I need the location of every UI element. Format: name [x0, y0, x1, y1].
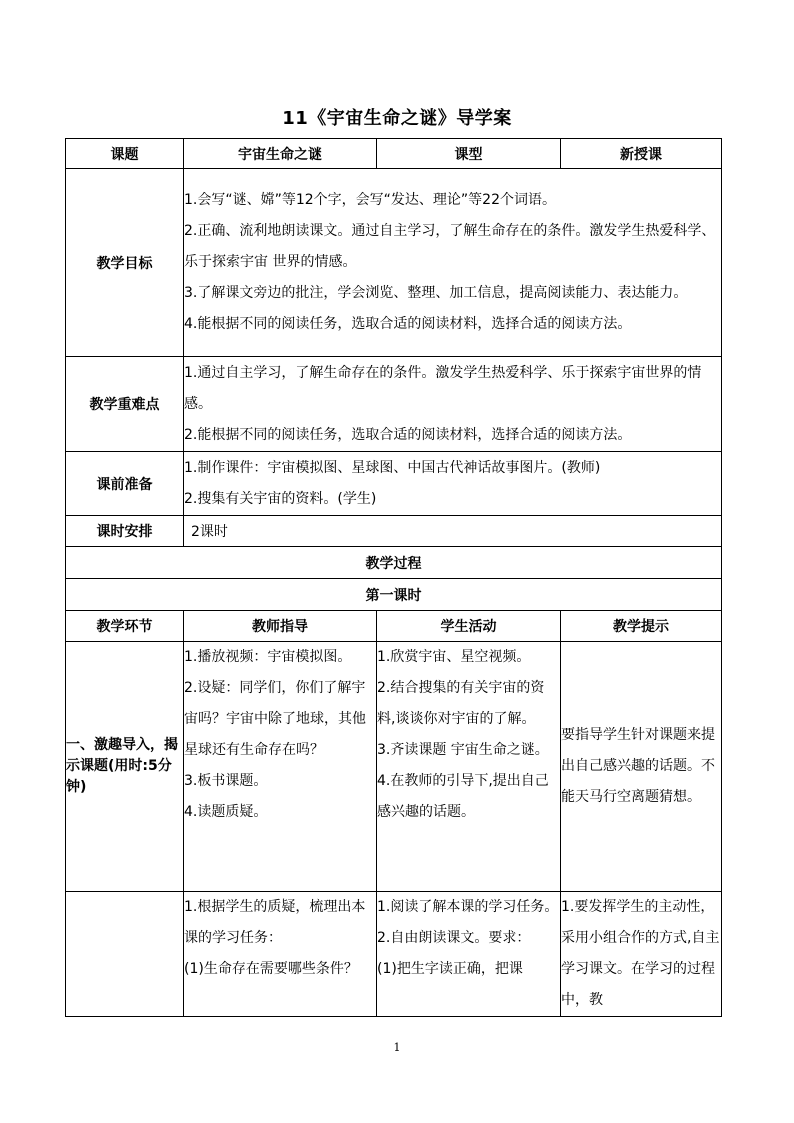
key-points-content [184, 357, 722, 452]
goal-item: 2.正确、流利地朗读课文。通过自主学习，了解生命存在的条件。激发学生热爱科学、乐于探索宇宙 世界的情感。 [184, 223, 716, 270]
list-item: 2.自由朗读课文。要求： [377, 930, 531, 946]
key-points-row [66, 357, 722, 452]
list-item: 1.要发挥学生的主动性，采用小组合作的方式,自主学习课文。在学习的过程中，教 [561, 899, 720, 1008]
tip-cell [561, 892, 722, 1017]
tip-cell [561, 642, 722, 892]
list-item: 4.读题质疑。 [184, 804, 268, 820]
type-value: 新授课 [561, 139, 722, 169]
preparation-item: 2.搜集有关宇宙的资料。(学生) [184, 490, 377, 507]
table-row [66, 892, 722, 1017]
student-cell [377, 892, 561, 1017]
list-item: 4.在教师的引导下,提出自己感兴趣的话题。 [377, 773, 549, 820]
column-header: 教学提示 [561, 611, 722, 642]
key-point-item: 1.通过自主学习，了解生命存在的条件。激发学生热爱科学、乐于探索宇宙世界的情感。 [184, 364, 702, 412]
list-item: 要指导学生针对课题来提出自己感兴趣的话题。不能天马行空离题猜想。 [561, 727, 715, 805]
goals-content [184, 169, 722, 357]
goal-item: 4.能根据不同的阅读任务，选取合适的阅读材料，选择合适的阅读方法。 [184, 316, 632, 332]
subject-label: 课题 [66, 139, 184, 169]
key-point-item: 2.能根据不同的阅读任务，选取合适的阅读材料，选择合适的阅读方法。 [184, 426, 632, 443]
schedule-value: 2课时 [184, 516, 722, 547]
list-item: 3.齐读课题 宇宙生命之谜。 [377, 742, 549, 758]
list-item: 1.阅读了解本课的学习任务。 [377, 899, 559, 915]
schedule-label: 课时安排 [66, 516, 184, 547]
process-title-row [66, 547, 722, 579]
list-item: (1)把生字读正确，把课 [377, 961, 523, 977]
lesson-title-row [66, 579, 722, 611]
lesson-title: 第一课时 [66, 579, 722, 611]
teacher-cell [184, 892, 377, 1017]
teacher-cell [184, 642, 377, 892]
list-item: 2.结合搜集的有关宇宙的资料,谈谈你对宇宙的了解。 [377, 680, 545, 727]
column-header: 学生活动 [377, 611, 561, 642]
subject-value: 宇宙生命之谜 [184, 139, 377, 169]
stage-cell: 一、激趣导入，揭示课题(用时:5分钟) [66, 642, 184, 892]
document-title: 11《宇宙生命之谜》导学案 [282, 108, 512, 129]
stage-cell [66, 892, 184, 1017]
header-row [66, 139, 722, 169]
list-item: 2.设疑：同学们，你们了解宇宙吗？宇宙中除了地球，其他星球还有生命存在吗？ [184, 680, 366, 758]
preparation-item: 1.制作课件：宇宙模拟图、星球图、中国古代神话故事图片。(教师) [184, 459, 601, 476]
goals-row [66, 169, 722, 357]
goals-label: 教学目标 [66, 169, 184, 357]
key-points-label: 教学重难点 [66, 357, 184, 452]
process-title: 教学过程 [66, 547, 722, 579]
page-number: 1 [393, 1041, 401, 1054]
goal-item: 1.会写“谜、嫦”等12个字，会写“发达、理论”等22个词语。 [184, 192, 556, 208]
preparation-content [184, 452, 722, 516]
preparation-label: 课前准备 [66, 452, 184, 516]
table-row [66, 642, 722, 892]
column-header: 教学环节 [66, 611, 184, 642]
schedule-row [66, 516, 722, 547]
list-item: (1)生命存在需要哪些条件？ [184, 961, 358, 977]
lesson-plan-table [65, 138, 722, 1017]
list-item: 1.播放视频：宇宙模拟图。 [184, 649, 352, 665]
column-header-row [66, 611, 722, 642]
preparation-row [66, 452, 722, 516]
type-label: 课型 [377, 139, 561, 169]
list-item: 1.欣赏宇宙、星空视频。 [377, 649, 531, 665]
goal-item: 3.了解课文旁边的批注，学会浏览、整理、加工信息，提高阅读能力、表达能力。 [184, 285, 688, 301]
list-item: 3.板书课题。 [184, 773, 268, 789]
list-item: 1.根据学生的质疑，梳理出本课的学习任务： [184, 899, 366, 946]
column-header: 教师指导 [184, 611, 377, 642]
student-cell [377, 642, 561, 892]
